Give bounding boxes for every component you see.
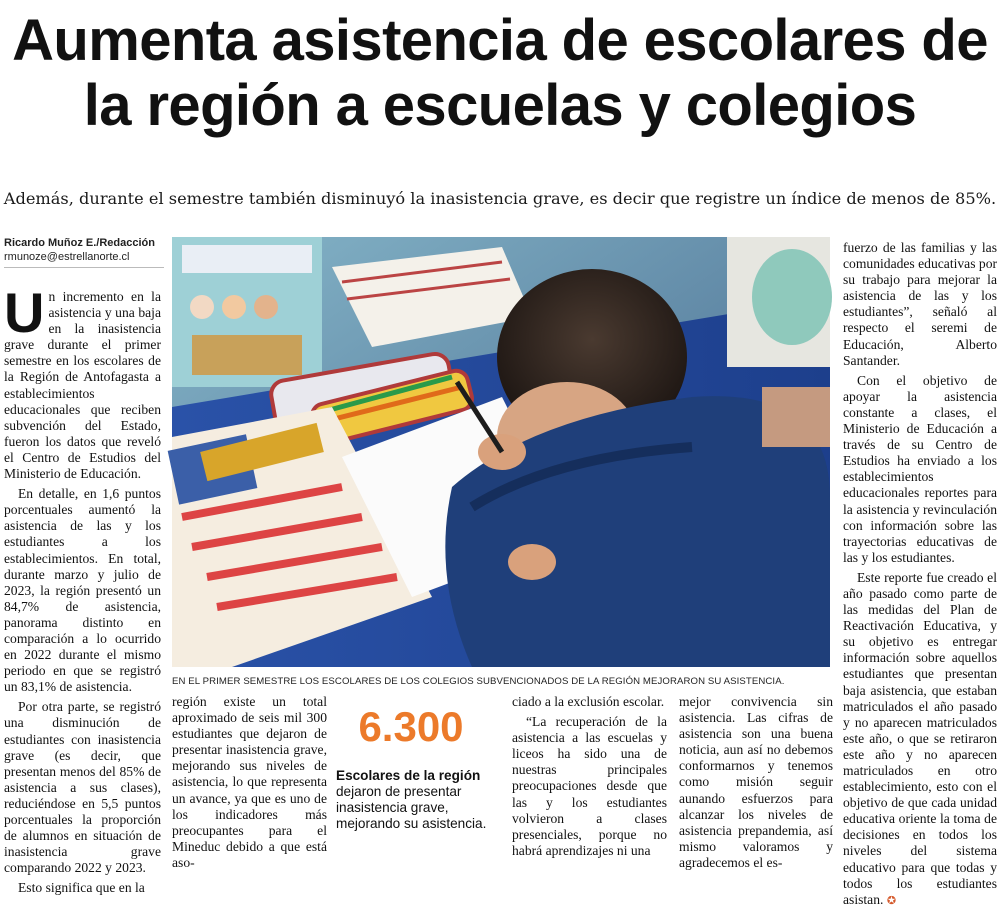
stat-label-bold: Escolares de la región (336, 768, 481, 783)
paragraph: mejor convivencia sin asistencia. Las cifras de asistencia son una buena noticia, aun así no debemos conformarnos y tenemos como misión seguir aunando esfuerzos para alcanzar los niveles de asistencia prepandemia, así mismo valoramos y agradecemos el es- (679, 694, 833, 870)
paragraph: fuerzo de las familias y las comunidades educativas por su trabajo para mejorar la asistencia de las y los estudiantes”, señaló al respecto el seremi de Educación, Alberto Santander. (843, 240, 998, 368)
stat-label: dejaron de presentar inasistencia grave, mejorando su asistencia. (336, 784, 487, 831)
photo-caption: EN EL PRIMER SEMESTRE LOS ESCOLARES DE LOS COLEGIOS SUBVENCIONADOS DE LA REGIÓN MEJORARON SU ASISTENCIA. (172, 676, 785, 687)
stat-box (336, 768, 488, 832)
byline-email: rmunoze@estrellanorte.cl (4, 250, 164, 268)
article-column-1 (4, 281, 161, 896)
paragraph: ciado a la exclusión escolar. (512, 694, 665, 709)
end-mark-icon: ✪ (886, 894, 897, 907)
paragraph: Este reporte fue creado el año pasado como parte de las medidas del Plan de Reactivación Educativa, y su objetivo es entregar información sobre aquellos estudiantes que presentan baja asistencia, que estaban matriculados el año pasado y no aparecen matriculados este año, o que se retiraron este año y no aparecen matriculados en otro establecimiento, esto con el objetivo de que cada unidad educativa oriente la toma de decisiones en todos los niveles del sistema educativo para que todas y todos los estudiantes asistan. ✪ (843, 569, 997, 907)
byline (4, 236, 164, 268)
paragraph: Por otra parte, se registró una disminución de estudiantes con inasistencia grave (es decir, que presentan menos del 85% de asistencia a sus clases), reduciéndose en 5,5 puntos porcentuales la proporción de alumnos en situación de inasistencia grave comparando 2022 y 2023. (4, 699, 161, 876)
article-column-5 (843, 240, 997, 909)
article-column-3 (512, 694, 667, 859)
paragraph: “La recuperación de la asistencia a las escuelas y liceos ha sido una de nuestras principales preocupaciones desde que las y los estudiantes volvieron a clases presenciales, porque no habrá aprendizajes ni una (512, 714, 667, 858)
subheadline: Además, durante el semestre también disminuyó la inasistencia grave, es decir que registre un índice de menos de 85%. (3, 189, 997, 208)
article-column-2 (172, 694, 327, 871)
stat-number: 6.300 (358, 703, 464, 750)
paragraph: En detalle, en 1,6 puntos porcentuales aumentó la asistencia de las y los estudiantes a los establecimientos. En total, durante marzo y julio de 2023, la región presentó un 84,7% de asistencia, panorama distinto en comparación a lo ocurrido en 2022 durante el mismo periodo en que se registró un 83,1% de asistencia. (4, 486, 161, 695)
article-column-4 (679, 694, 833, 871)
article-photo (172, 237, 830, 667)
byline-author: Ricardo Muñoz E./Redacción (4, 237, 155, 249)
headline: Aumenta asistencia de escolares de la región a escuelas y colegios (12, 8, 988, 138)
paragraph: Esto significa que en la (18, 880, 145, 896)
drop-cap: U (4, 281, 45, 344)
paragraph: Con el objetivo de apoyar la asistencia constante a clases, el Ministerio de Educación a través de su Centro de Estudios ha enviado a los establecimientos educacionales reportes para la asistencia y revinculación con información sobre las trayectorias educativas de las y los estudiantes. (843, 372, 997, 565)
paragraph: región existe un total aproximado de seis mil 300 estudiantes que dejaron de presentar inasistencia grave, mejorando sus niveles de asistencia, lo que representa un avance, ya que es uno de los indicadores más preocupantes para el Mineduc debido a que está aso- (172, 694, 327, 870)
paragraph: Un incremento en la asistencia y una baja en la inasistencia grave durante el primer semestre en los escolares de la Región de Antofagasta a establecimientos educacionales que reciben subvención del Estado, fueron los datos que reveló el Centro de Estudios del Ministerio de Educación. (4, 281, 161, 482)
